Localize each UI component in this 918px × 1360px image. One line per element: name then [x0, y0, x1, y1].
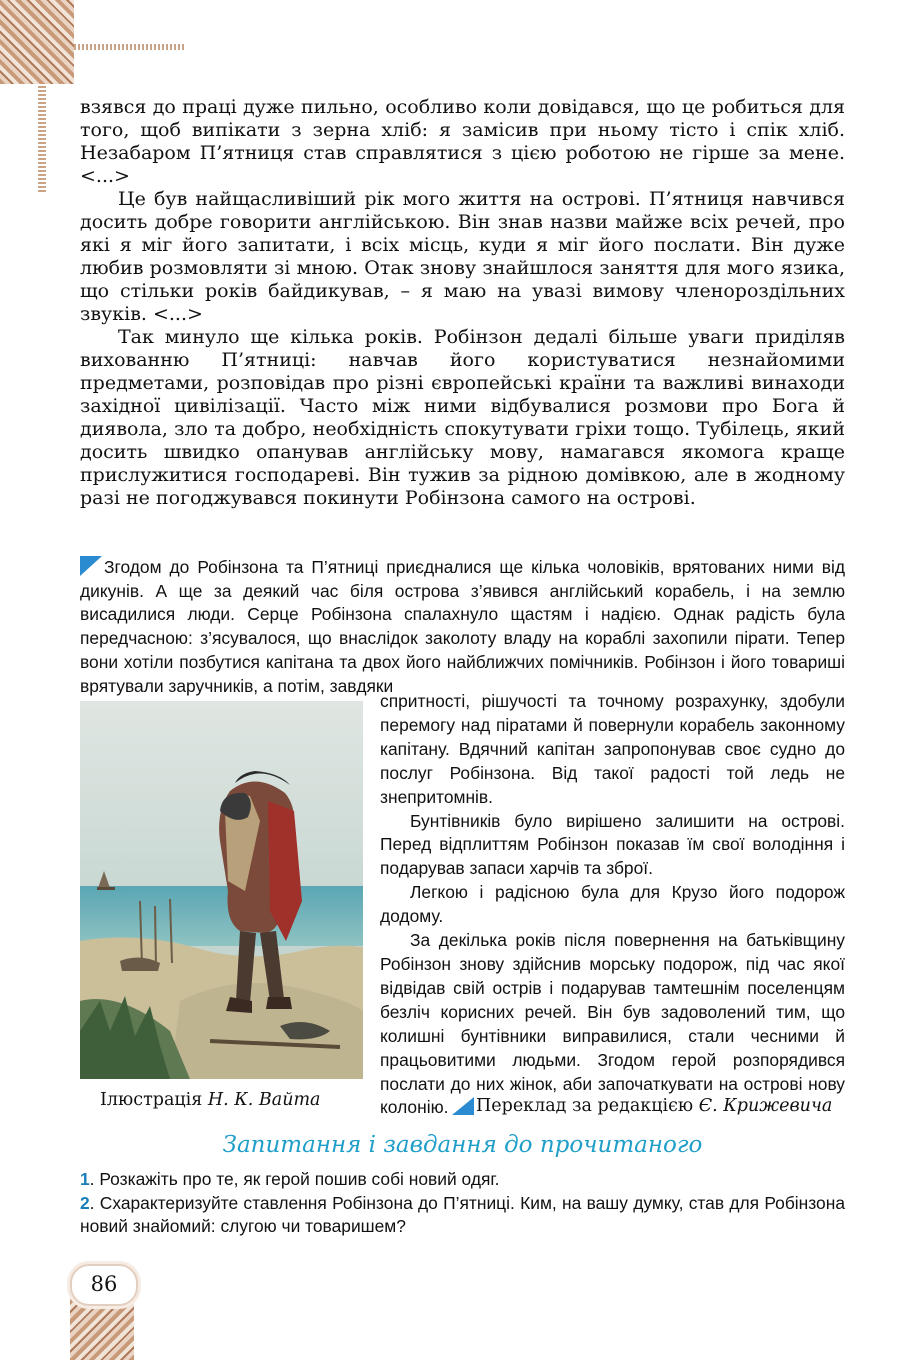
caption-prefix: Ілюстрація: [100, 1090, 208, 1110]
question-number: 2: [80, 1192, 90, 1213]
credit-prefix: Переклад за редакцією: [476, 1096, 699, 1116]
excerpt-paragraph-2: Це був найщасливіший рік мого життя на острові. П’ятниця навчився досить добре говорити англійською. Він знав назви майже всіх речей, про які я міг його запитати, і всіх місць, куди я міг його послати. Він дуже любив розмовляти зі мною. Отак знову знайшлося заняття для мого язика, що стільки років байдикував, – я маю на увазі вимову членороздільних звуків. <...>: [80, 188, 845, 325]
questions-heading: Запитання і завдання до прочитаного: [222, 1132, 703, 1158]
excerpt-paragraph-3: Так минуло ще кілька років. Робінзон дедалі більше уваги приділяв вихованню П’ятниці: навчав його користуватися незнайомими предметами, розповідав про різні європейські країни та важливі винаходи західної цивілізації. Часто між ними відбувалися розмови про Бога й диявола, зло та добро, необхідність спокутувати гріхи тощо. Тубілець, який досить швидко опанував англійську мову, намагався якомога краще прислужитися господареві. Він тужив за рідною домівкою, але в жодному разі не погоджувався покинути Робінзона самого на острові.: [80, 326, 845, 509]
question-item: [80, 1168, 845, 1192]
retelling-paragraph-3: Легкою і радісною була для Крузо його подорож додому.: [380, 882, 845, 927]
question-text: . Розкажіть про те, як герой пошив собі новий одяг.: [89, 1169, 500, 1189]
illustration-image: [80, 701, 363, 1079]
question-text: . Схарактеризуйте ставлення Робінзона до П’ятниці. Ким, на вашу думку, став для Робінзона новий знайомий: слугою чи товаришем?: [80, 1192, 845, 1236]
novel-excerpt: [80, 96, 845, 510]
retelling-paragraph-4: [380, 929, 845, 1120]
retelling-intro: [80, 556, 845, 698]
retelling-paragraph-1: спритності, рішучості та точному розрахунку, здобули перемогу над піратами й повернули корабель законному капітану. Вдячний капітан запропонував своє судно до послуг Робінзона. Від такої радості той ледь не знепритомнів.: [380, 691, 845, 807]
excerpt-paragraph-1: взявся до праці дуже пильно, особливо коли довідався, що це робиться для того, щоб випікати з зерна хліб: я замісив при ньому тісто і спік хліб. Незабаром П’ятниця став справлятися з цією роботою не гірше за мене. <...>: [80, 96, 845, 187]
corner-ornament-top: [0, 0, 74, 84]
illustration-caption: [100, 1090, 321, 1110]
retelling-start-marker-icon: [80, 556, 102, 576]
credit-translator: Є. Крижевича: [698, 1096, 833, 1116]
retelling-intro-text: Згодом до Робінзона та П’ятниці приєдналися ще кілька чоловіків, врятованих ними від дикунів. А ще за деякий час біля острова з’явився англійський корабель, і на землю висадилися люди. Серце Робінзона спалахнуло щастям і надією. Однак радість була передчасною: з’ясувалося, що внаслідок заколоту владу на кораблі захопили пірати. Тепер вони хотіли позбутися капітана та двох його найближчих помічників. Робінзон і його товариші врятували заручників, а потім, завдяки: [80, 557, 845, 696]
retelling-paragraph-4-text: За декілька років після повернення на батьківщину Робінзон знову здійснив морську подорож, під час якої відвідав свій острів і подарував тамтешнім поселенцям безліч корисних речей. Він був задоволений тим, що колишні бунтівники виправилися, стали чесними й працьовитими людьми. Згодом герой розпорядився послати до них жінок, аби започаткувати на острові нову колонію.: [380, 930, 845, 1118]
retelling-paragraph-2: Бунтівників було вирішено залишити на острові. Перед відплиттям Робінзон показав їм свої володіння і подарував запаси харчів та зброї.: [380, 810, 845, 879]
questions-list: [80, 1168, 845, 1239]
page-number: 86: [70, 1264, 138, 1306]
question-item: [80, 1192, 845, 1239]
retelling-end-marker-icon: [452, 1097, 474, 1115]
ornament-dotted-vertical-line: [38, 84, 46, 192]
retelling-continuation: [380, 690, 845, 1120]
translation-credit: [476, 1096, 832, 1116]
ornament-dotted-line: [74, 44, 186, 50]
caption-author: Н. К. Вайта: [207, 1090, 321, 1110]
question-number: 1: [80, 1169, 90, 1189]
